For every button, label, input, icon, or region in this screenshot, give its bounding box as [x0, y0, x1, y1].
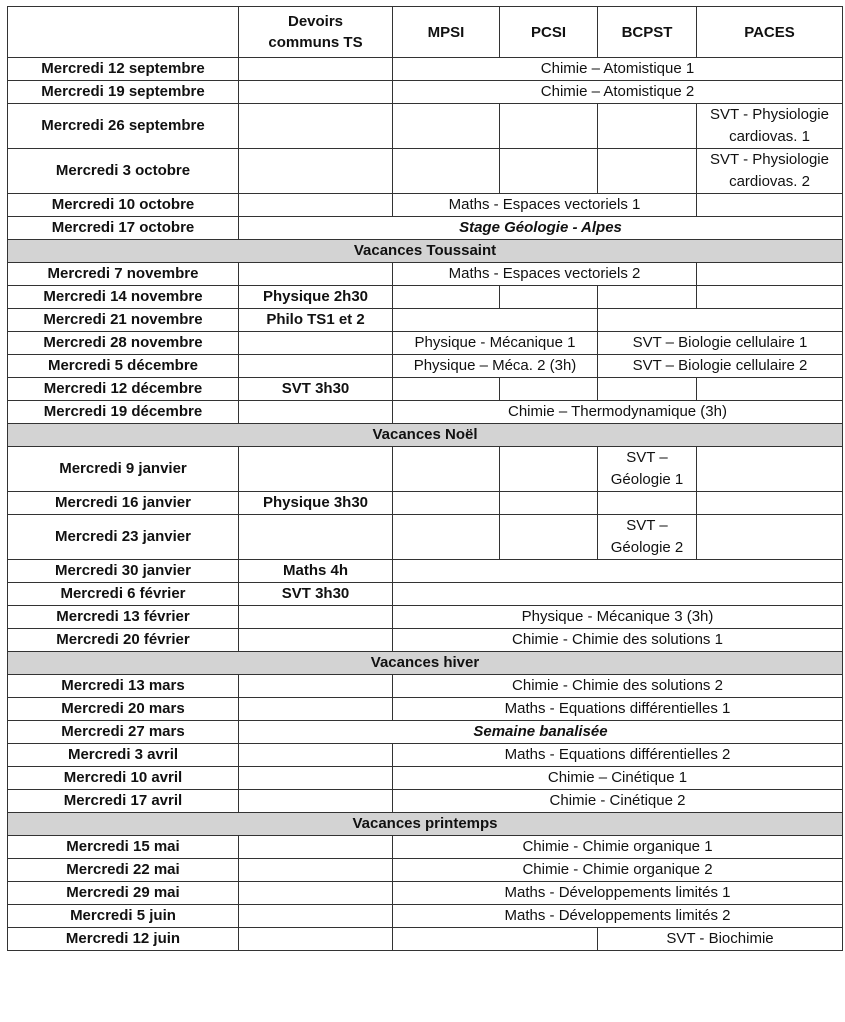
- exam-cell: SVT - Physiologie cardiovas. 1: [697, 104, 843, 149]
- table-row: [8, 675, 843, 698]
- row-date: Mercredi 12 décembre: [8, 378, 239, 401]
- header-paces: PACES: [697, 7, 843, 58]
- exam-cell: Chimie - Chimie organique 2: [393, 859, 843, 882]
- table-row: [8, 332, 843, 355]
- table-row: [8, 104, 843, 149]
- empty-cell: [697, 515, 843, 560]
- ts-cell: [239, 355, 393, 378]
- header-empty: [8, 7, 239, 58]
- empty-cell: [500, 104, 598, 149]
- exam-cell: Chimie – Cinétique 1: [393, 767, 843, 790]
- exam-cell: Physique - Mécanique 1: [393, 332, 598, 355]
- row-date: Mercredi 29 mai: [8, 882, 239, 905]
- table-row: [8, 263, 843, 286]
- ts-cell: [239, 790, 393, 813]
- header-pcsi: PCSI: [500, 7, 598, 58]
- ts-cell: [239, 629, 393, 652]
- empty-cell: [598, 149, 697, 194]
- ts-cell: [239, 859, 393, 882]
- row-date: Mercredi 5 juin: [8, 905, 239, 928]
- row-date: Mercredi 21 novembre: [8, 309, 239, 332]
- row-date: Mercredi 5 décembre: [8, 355, 239, 378]
- table-row: [8, 882, 843, 905]
- ts-cell: [239, 263, 393, 286]
- ts-cell: Physique 2h30: [239, 286, 393, 309]
- exam-cell: Physique - Mécanique 3 (3h): [393, 606, 843, 629]
- exam-cell: Semaine banalisée: [239, 721, 843, 744]
- table-row: [8, 447, 843, 492]
- exam-cell: SVT – Géologie 1: [598, 447, 697, 492]
- empty-cell: [598, 309, 843, 332]
- row-date: Mercredi 19 septembre: [8, 81, 239, 104]
- row-date: Mercredi 30 janvier: [8, 560, 239, 583]
- exam-cell: Maths - Espaces vectoriels 1: [393, 194, 697, 217]
- section-row: [8, 652, 843, 675]
- exam-cell: Chimie – Atomistique 2: [393, 81, 843, 104]
- table-row: [8, 286, 843, 309]
- ts-cell: SVT 3h30: [239, 378, 393, 401]
- ts-cell: [239, 149, 393, 194]
- row-date: Mercredi 10 octobre: [8, 194, 239, 217]
- row-date: Mercredi 19 décembre: [8, 401, 239, 424]
- empty-cell: [500, 492, 598, 515]
- row-date: Mercredi 26 septembre: [8, 104, 239, 149]
- ts-cell: [239, 606, 393, 629]
- empty-cell: [697, 286, 843, 309]
- exam-cell: Chimie – Thermodynamique (3h): [393, 401, 843, 424]
- table-row: [8, 905, 843, 928]
- empty-cell: [393, 149, 500, 194]
- empty-cell: [500, 447, 598, 492]
- table-row: [8, 698, 843, 721]
- header-row: [8, 7, 843, 58]
- empty-cell: [598, 104, 697, 149]
- section-title: Vacances Noël: [8, 424, 843, 447]
- row-date: Mercredi 17 octobre: [8, 217, 239, 240]
- schedule-table: [7, 6, 843, 951]
- ts-cell: [239, 836, 393, 859]
- exam-cell: Chimie - Chimie des solutions 2: [393, 675, 843, 698]
- table-row: [8, 492, 843, 515]
- empty-cell: [598, 492, 697, 515]
- table-row: [8, 606, 843, 629]
- row-date: Mercredi 20 février: [8, 629, 239, 652]
- table-row: [8, 859, 843, 882]
- ts-cell: [239, 515, 393, 560]
- empty-cell: [697, 263, 843, 286]
- table-row: [8, 217, 843, 240]
- ts-cell: [239, 928, 393, 951]
- exam-cell: Stage Géologie - Alpes: [239, 217, 843, 240]
- empty-cell: [598, 378, 697, 401]
- ts-cell: SVT 3h30: [239, 583, 393, 606]
- empty-cell: [393, 583, 843, 606]
- section-row: [8, 813, 843, 836]
- exam-cell: SVT – Biologie cellulaire 1: [598, 332, 843, 355]
- exam-cell: SVT - Biochimie: [598, 928, 843, 951]
- ts-cell: [239, 58, 393, 81]
- exam-cell: Chimie - Cinétique 2: [393, 790, 843, 813]
- exam-cell: Maths - Equations différentielles 1: [393, 698, 843, 721]
- row-date: Mercredi 16 janvier: [8, 492, 239, 515]
- row-date: Mercredi 14 novembre: [8, 286, 239, 309]
- table-row: [8, 58, 843, 81]
- exam-cell: Maths - Espaces vectoriels 2: [393, 263, 697, 286]
- row-date: Mercredi 23 janvier: [8, 515, 239, 560]
- ts-cell: [239, 882, 393, 905]
- row-date: Mercredi 20 mars: [8, 698, 239, 721]
- table-row: [8, 583, 843, 606]
- section-row: [8, 424, 843, 447]
- table-row: [8, 721, 843, 744]
- row-date: Mercredi 3 avril: [8, 744, 239, 767]
- table-row: [8, 401, 843, 424]
- empty-cell: [500, 149, 598, 194]
- section-title: Vacances hiver: [8, 652, 843, 675]
- table-row: [8, 515, 843, 560]
- row-date: Mercredi 3 octobre: [8, 149, 239, 194]
- header-devoirs: Devoirs communs TS: [239, 7, 393, 58]
- empty-cell: [500, 515, 598, 560]
- empty-cell: [393, 560, 843, 583]
- table-row: [8, 378, 843, 401]
- table-row: [8, 928, 843, 951]
- exam-cell: Maths - Développements limités 2: [393, 905, 843, 928]
- ts-cell: [239, 447, 393, 492]
- empty-cell: [393, 309, 598, 332]
- empty-cell: [393, 928, 598, 951]
- table-row: [8, 836, 843, 859]
- empty-cell: [697, 492, 843, 515]
- row-date: Mercredi 7 novembre: [8, 263, 239, 286]
- table-row: [8, 81, 843, 104]
- exam-cell: Chimie - Chimie organique 1: [393, 836, 843, 859]
- exam-cell: Maths - Equations différentielles 2: [393, 744, 843, 767]
- table-row: [8, 149, 843, 194]
- empty-cell: [697, 447, 843, 492]
- ts-cell: [239, 767, 393, 790]
- ts-cell: [239, 194, 393, 217]
- table-row: [8, 767, 843, 790]
- row-date: Mercredi 15 mai: [8, 836, 239, 859]
- section-row: [8, 240, 843, 263]
- ts-cell: [239, 104, 393, 149]
- table-row: [8, 309, 843, 332]
- table-row: [8, 744, 843, 767]
- row-date: Mercredi 6 février: [8, 583, 239, 606]
- empty-cell: [393, 492, 500, 515]
- table-row: [8, 629, 843, 652]
- ts-cell: [239, 744, 393, 767]
- empty-cell: [697, 194, 843, 217]
- ts-cell: [239, 675, 393, 698]
- row-date: Mercredi 22 mai: [8, 859, 239, 882]
- empty-cell: [393, 104, 500, 149]
- empty-cell: [393, 447, 500, 492]
- section-title: Vacances Toussaint: [8, 240, 843, 263]
- header-mpsi: MPSI: [393, 7, 500, 58]
- ts-cell: Physique 3h30: [239, 492, 393, 515]
- row-date: Mercredi 17 avril: [8, 790, 239, 813]
- ts-cell: [239, 81, 393, 104]
- empty-cell: [500, 378, 598, 401]
- row-date: Mercredi 12 septembre: [8, 58, 239, 81]
- exam-cell: SVT – Géologie 2: [598, 515, 697, 560]
- exam-cell: Physique – Méca. 2 (3h): [393, 355, 598, 378]
- header-bcpst: BCPST: [598, 7, 697, 58]
- ts-cell: [239, 905, 393, 928]
- exam-cell: Maths - Développements limités 1: [393, 882, 843, 905]
- empty-cell: [598, 286, 697, 309]
- ts-cell: [239, 698, 393, 721]
- row-date: Mercredi 27 mars: [8, 721, 239, 744]
- row-date: Mercredi 10 avril: [8, 767, 239, 790]
- table-row: [8, 355, 843, 378]
- empty-cell: [393, 378, 500, 401]
- exam-cell: SVT - Physiologie cardiovas. 2: [697, 149, 843, 194]
- ts-cell: Philo TS1 et 2: [239, 309, 393, 332]
- ts-cell: [239, 401, 393, 424]
- exam-cell: Chimie – Atomistique 1: [393, 58, 843, 81]
- empty-cell: [393, 286, 500, 309]
- ts-cell: [239, 332, 393, 355]
- row-date: Mercredi 13 mars: [8, 675, 239, 698]
- empty-cell: [697, 378, 843, 401]
- empty-cell: [500, 286, 598, 309]
- row-date: Mercredi 28 novembre: [8, 332, 239, 355]
- row-date: Mercredi 13 février: [8, 606, 239, 629]
- exam-cell: Chimie - Chimie des solutions 1: [393, 629, 843, 652]
- empty-cell: [393, 515, 500, 560]
- table-row: [8, 194, 843, 217]
- row-date: Mercredi 12 juin: [8, 928, 239, 951]
- table-row: [8, 790, 843, 813]
- ts-cell: Maths 4h: [239, 560, 393, 583]
- exam-cell: SVT – Biologie cellulaire 2: [598, 355, 843, 378]
- section-title: Vacances printemps: [8, 813, 843, 836]
- table-row: [8, 560, 843, 583]
- row-date: Mercredi 9 janvier: [8, 447, 239, 492]
